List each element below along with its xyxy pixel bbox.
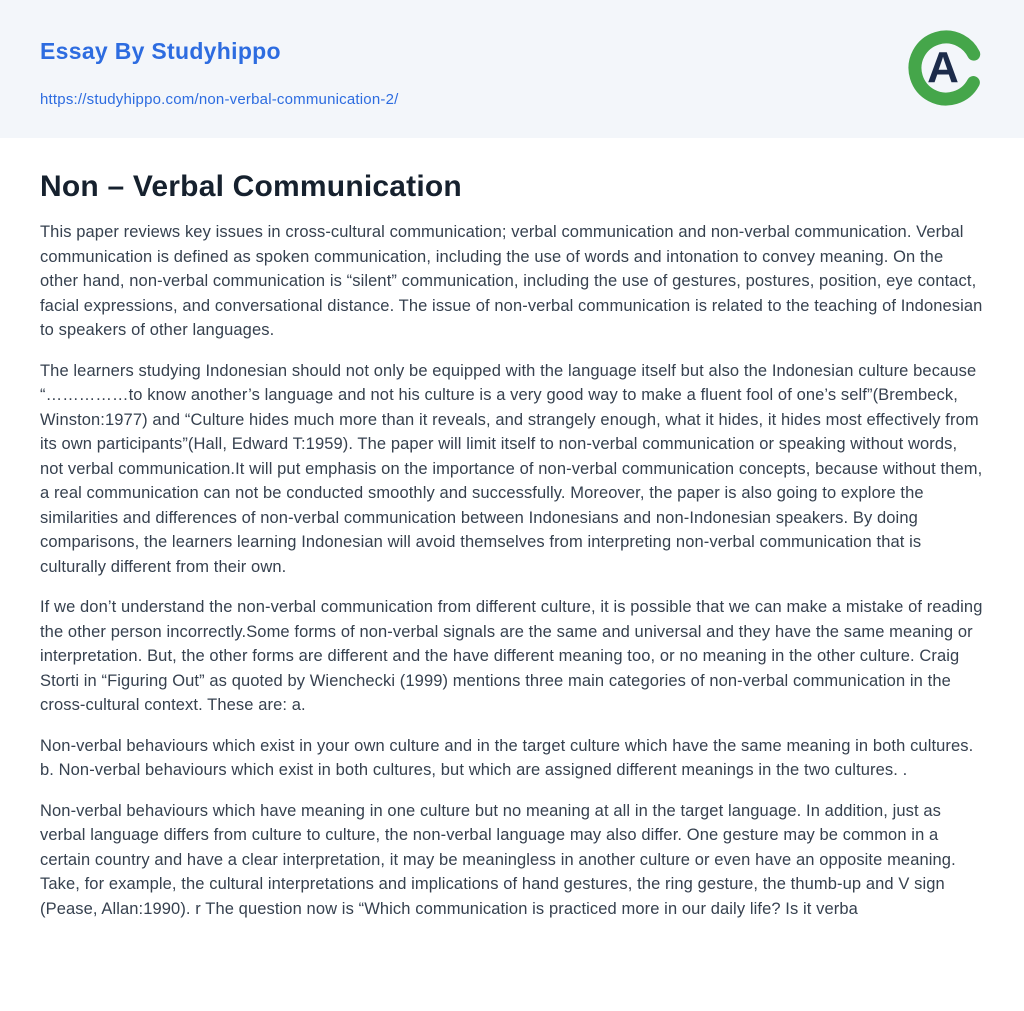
essay-paragraph: This paper reviews key issues in cross-cultural communication; verbal communication and non-verbal communication. Verbal communication is defined as spoken communication, including the use of words and intonation to convey meaning. On the other hand, non-verbal communication is “silent” communication, including the use of gestures, postures, position, eye contact, facial expressions, and conversational distance. The issue of non-verbal communication is related to the teaching of Indonesian to speakers of other languages. bbox=[40, 223, 983, 339]
essay-paragraph: If we don’t understand the non-verbal communication from different culture, it is possible that we can make a mistake of reading the other person incorrectly.Some forms of non-verbal signals are the same and universal and they have the same meaning or interpretation. But, the other forms are different and the have different meaning too, or no meaning in the other culture. Craig Storti in “Figuring Out” as quoted by Wienchecki (1999) mentions three main categories of non-verbal communication in the cross-cultural context. These are: a. bbox=[40, 598, 983, 714]
logo-letter: A bbox=[927, 43, 959, 92]
studyhippo-logo-icon bbox=[908, 30, 984, 106]
header-text-block bbox=[40, 30, 399, 108]
essay-paragraph: Non-verbal behaviours which have meaning in one culture but no meaning at all in the target language. In addition, just as verbal language differs from culture to culture, the non-verbal language may also differ. One gesture may be common in a certain country and have a clear interpretation, it may be meaningless in another culture or even have an opposite meaning. Take, for example, the cultural interpretations and implications of hand gestures, the ring gesture, the thumb-up and V sign (Pease, Allan:1990). r The question now is “Which communication is practiced more in our daily life? Is it verba bbox=[40, 801, 956, 918]
source-url-link[interactable]: https://studyhippo.com/non-verbal-communication-2/ bbox=[40, 91, 399, 108]
page-header bbox=[0, 0, 1024, 138]
essay-paragraph: The learners studying Indonesian should not only be equipped with the language itself but also the Indonesian culture because “……………to know another’s language and not his culture is a very good way to make a fluent fool of one’s self”(Brembeck, Winston:1977) and “Culture hides much more than it reveals, and strangely enough, what it hides, it hides most effectively from its own participants”(Hall, Edward T:1959). The paper will limit itself to non-verbal communication or speaking without words, not verbal communication.It will put emphasis on the importance of non-verbal communication concepts, because without them, a real communication can not be conducted smoothly and successfully. Moreover, the paper is also going to explore the similarities and differences of non-verbal communication between Indonesians and non-Indonesian speakers. By doing comparisons, the learners learning Indonesian will avoid themselves from interpreting non-verbal communication that is culturally different from their own. bbox=[40, 361, 983, 576]
essay-paragraph: Non-verbal behaviours which exist in your own culture and in the target culture which have the same meaning in both cultures. b. Non-verbal behaviours which exist in both cultures, but which are assigned different meanings in the two cultures. . bbox=[40, 736, 974, 779]
brand-title: Essay By Studyhippo bbox=[40, 38, 281, 64]
essay-page bbox=[0, 138, 1024, 921]
essay-title: Non – Verbal Communication bbox=[40, 170, 462, 203]
essay-body bbox=[40, 220, 984, 921]
